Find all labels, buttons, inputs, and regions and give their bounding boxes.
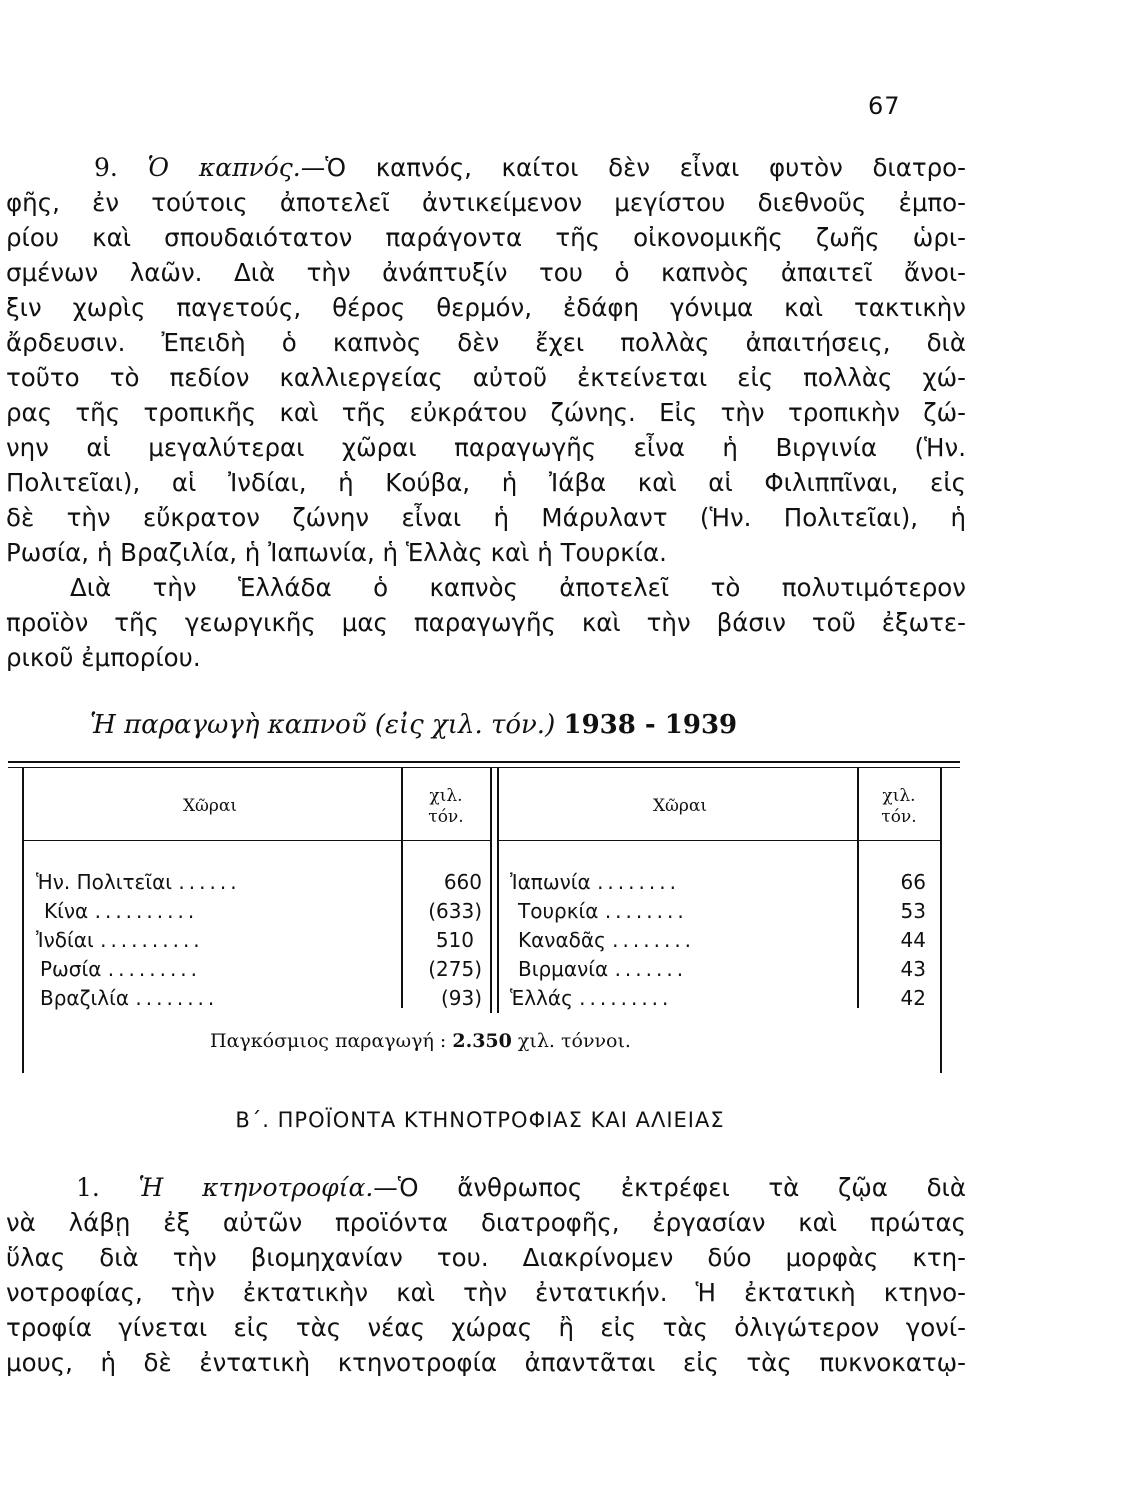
section-1-paragraph [6, 1170, 966, 1380]
header-countries-right: Χῶραι [652, 796, 708, 816]
table-header-rule-right [498, 840, 941, 841]
text-line: νην αἱ μεγαλύτεραι χῶραι παραγωγῆς εἶνα ἡ Βιργινία (Ἡν. [6, 433, 966, 462]
table-title [90, 710, 950, 740]
text-line: φῆς, ἐν τούτοις ἀποτελεῖ ἀντικείμενον μεγίστου διεθνοῦς ἐμπο- [6, 188, 966, 217]
section-b-heading: Β΄. ΠΡΟΪΟΝΤΑ ΚΤΗΝΟΤΡΟΦΙΑΣ ΚΑΙ ΑΛΙΕΙΑΣ [235, 1108, 725, 1132]
section-title: Ὁ καπνός. [147, 153, 301, 182]
text-line [6, 150, 966, 185]
world-production-value: 2.350 [452, 1030, 512, 1052]
country-name: Βραζιλία [40, 986, 130, 1010]
table-value: (275) [428, 957, 482, 981]
text-line [6, 1170, 966, 1205]
text-line: νοτροφίας, τὴν ἐκτατικὴν καὶ τὴν ἐντατικήν. Ἡ ἐκτατικὴ κτηνο- [6, 1278, 966, 1307]
header-unit-left [402, 786, 490, 828]
country-name: Ρωσία [40, 957, 102, 981]
section-9-paragraph [6, 150, 966, 675]
section-number: 9. [94, 153, 118, 182]
text-span: —Ὁ ἄνθρωπος ἐκτρέφει τὰ ζῷα διὰ [373, 1173, 966, 1202]
text-line: δὲ τὴν εὔκρατον ζώνην εἶναι ἡ Μάρυλαντ (Ἡν. Πολιτεῖαι), ἡ [6, 503, 966, 532]
table-value: 53 [900, 899, 926, 923]
leader-dots: ....... [614, 957, 688, 981]
table-value: (633) [428, 899, 482, 923]
table-row [36, 868, 241, 896]
header-unit-right [858, 786, 940, 828]
table-row [510, 984, 672, 1012]
table-row [518, 955, 687, 983]
table-row [36, 926, 204, 954]
section-number: 1. [76, 1173, 100, 1202]
table-value: 42 [900, 986, 926, 1010]
leader-dots: .......... [100, 928, 204, 952]
country-name: Τουρκία [518, 899, 599, 923]
text-line: τροφία γίνεται εἰς τὰς νέας χώρας ἢ εἰς τὰς ὀλιγώτερον γονί- [6, 1313, 966, 1342]
table-value: 43 [900, 957, 926, 981]
table-row [510, 868, 680, 896]
table-value: 44 [900, 928, 926, 952]
table-top-rule [8, 761, 960, 763]
country-name: Καναδᾶς [518, 928, 606, 952]
text-line: ἄρδευσιν. Ἐπειδὴ ὁ καπνὸς δὲν ἔχει πολλὰς ἀπαιτήσεις, διὰ [6, 328, 966, 357]
country-name: Ἑλλάς [510, 986, 573, 1010]
section-title: Ἡ κτηνοτροφία. [138, 1173, 374, 1202]
table-title-years: 1938 - 1939 [563, 710, 738, 740]
leader-dots: ........ [604, 899, 688, 923]
text-line: ρικοῦ ἐμπορίου. [6, 643, 201, 672]
country-name: Βιρμανία [518, 957, 609, 981]
table-title-text: Ἡ παραγωγὴ καπνοῦ (εἰς χιλ. τόν.) [90, 710, 556, 740]
table-row [518, 897, 688, 925]
text-line: Διὰ τὴν Ἑλλάδα ὁ καπνὸς ἀποτελεῖ τὸ πολυτιμότερον [70, 573, 966, 602]
leader-dots: ......... [579, 986, 673, 1010]
leader-dots: .......... [94, 899, 199, 923]
text-line: ὕλας διὰ τὴν βιομηχανίαν του. Διακρίνομεν δύο μορφὰς κτη- [6, 1243, 966, 1272]
table-row [518, 926, 695, 954]
text-line: τοῦτο τὸ πεδίον καλλιεργείας αὐτοῦ ἐκτείνεται εἰς πολλὰς χώ- [6, 363, 966, 392]
country-name: Ἡν. Πολιτεῖαι [36, 870, 173, 894]
country-name: Ἰαπωνία [510, 870, 591, 894]
text-line: ρας τῆς τροπικῆς καὶ τῆς εὐκράτου ζώνης. Εἰς τὴν τροπικὴν ζώ- [6, 398, 966, 427]
table-header-rule-left [22, 840, 491, 841]
table-center-divider [490, 768, 492, 1013]
text-line: μους, ἡ δὲ ἐντατικὴ κτηνοτροφία ἀπαντᾶται εἰς τὰς πυκνοκατῳ- [6, 1348, 966, 1377]
header-countries-left: Χῶραι [182, 796, 238, 816]
header-unit-line: τόν. [428, 807, 464, 827]
table-row [40, 955, 201, 983]
header-unit-line: χιλ. [882, 786, 916, 806]
text-line: σμένων λαῶν. Διὰ τὴν ἀνάπτυξίν του ὁ καπνὸς ἀπαιτεῖ ἄνοι- [6, 258, 966, 287]
leader-dots: ........ [135, 986, 219, 1010]
table-top-rule-thin [8, 767, 960, 768]
header-unit-line: χιλ. [429, 786, 463, 806]
text-line: νὰ λάβῃ ἐξ αὐτῶν προϊόντα διατροφῆς, ἐργασίαν καὶ πρώτας [6, 1208, 966, 1237]
world-production-unit: χιλ. τόννοι. [517, 1030, 631, 1052]
table-left-border [22, 768, 24, 1073]
text-span: —Ὁ καπνός, καίτοι δὲν εἶναι φυτὸν διατρο- [300, 153, 966, 182]
country-name: Κίνα [44, 899, 89, 923]
table-right-border [940, 768, 942, 1073]
world-production-label: Παγκόσμιος παραγωγή : [210, 1030, 447, 1052]
text-line: ρίου καὶ σπουδαιότατον παράγοντα τῆς οἰκονομικῆς ζωῆς ὡρι- [6, 223, 966, 252]
leader-dots: ...... [178, 870, 241, 894]
leader-dots: ........ [597, 870, 680, 894]
table-value: 510 [435, 928, 474, 952]
table-value: (93) [440, 986, 482, 1010]
text-line: ξιν χωρὶς παγετούς, θέρος θερμόν, ἐδάφη γόνιμα καὶ τακτικὴν [6, 293, 966, 322]
table-value: 660 [443, 870, 482, 894]
country-name: Ἰνδίαι [36, 928, 94, 952]
table-row [44, 897, 198, 925]
page-number: 67 [868, 92, 901, 120]
leader-dots: ......... [107, 957, 202, 981]
text-line: Πολιτεῖαι), αἱ Ἰνδίαι, ἡ Κούβα, ἡ Ἰάβα καὶ αἱ Φιλιππῖναι, εἰς [6, 468, 966, 497]
world-production [210, 1030, 631, 1052]
text-line: Ρωσία, ἡ Βραζιλία, ἡ Ἰαπωνία, ἡ Ἑλλὰς καὶ ἡ Τουρκία. [6, 538, 667, 567]
table-center-divider-2 [497, 768, 499, 1013]
leader-dots: ........ [612, 928, 696, 952]
header-unit-line: τόν. [881, 807, 917, 827]
table-value: 66 [900, 870, 926, 894]
table-row [40, 984, 218, 1012]
text-line: προϊὸν τῆς γεωργικῆς μας παραγωγῆς καὶ τὴν βάσιν τοῦ ἐξωτε- [6, 608, 966, 637]
